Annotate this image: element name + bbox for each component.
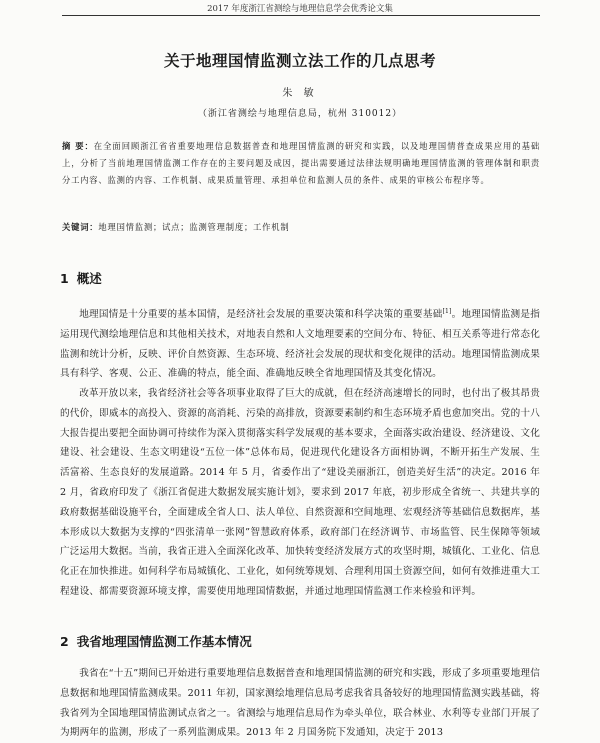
section-1-paragraph-2: 改革开放以来，我省经济社会等各项事业取得了巨大的成就，但在经济高速增长的同时，也付出了极其昂贵的代价，即威本的高投入、资源的高消耗、污染的高排放，资源要素制约和生态环境矛盾也愈加突出。党的十八大报告提出要把全面协调可持续作为深入贯彻落实科学发展观的基本要求，全面落实政治建设、经济建设、文化建设、社会建设、生态文明建设“五位一体”总体布局，促进现代化建设各方面相协调，不断开拓生产发展、生活富裕、生态良好的发展道路。2014 年 5 月，省委作出了“建设美丽浙江，创造美好生活”的决定。2016 年 2 月，省政府印发了《浙江省促进大数据发展实施计划》，要求到 2017 年底，初步形成全省统一、共建共享的政府数据基础设施平台，全面建成全省人口、法人单位、自然资源和空间地理、宏观经济等基础信息数据库，基本形成以大数据为支撑的“四张清单一张网”智慧政府体系，政府部门在经济调节、市场监管、民生保障等领域广泛运用大数据。当前，我省正进入全面深化改革、加快转变经济发展方式的攻坚时期，城镇化、工业化、信息化正在加快推进。如何科学布局城镇化、工业化，如何统筹规划、合理利用国土资源空间，如何有效推进重大工程建设、都需要资源环境支撑，需要使用地理国情数据，并通过地理国情监测工作来检验和评判。 xyxy=(60,388,540,597)
affiliation: （浙江省测绘与地理信息局，杭州 310012） xyxy=(197,109,403,119)
section-heading-1 xyxy=(60,269,102,287)
section-2-paragraph-1: 我省在“十五”期间已开始进行重要地理信息数据普查和地理国情监测的研究和实践，形成了多项重要地理信息数据和地理国情监测成果。2011 年初，国家测绘地理信息局考虑我省具备较好的地理国情监测实践基础，将我省列为全国地理国情监测试点省之一。省测绘与地理信息局作为牵头单位，联合林业、水利等专业部门开展了为期两年的监测，形成了一系列监测成果。2013 年 2 月国务院下发通知，决定于 2013 xyxy=(60,668,540,739)
section-title: 概述 xyxy=(76,271,102,286)
keywords-text: 地理国情监测；试点；监测管理制度；工作机制 xyxy=(98,222,290,232)
header-rule xyxy=(62,15,540,16)
keywords-label: 关键词： xyxy=(62,222,99,232)
paper-title: 关于地理国情监测立法工作的几点思考 xyxy=(163,51,436,70)
abstract-text: 在全面回顾浙江省省重要地理信息数据普查和地理国情监测的研究和实践，以及地理国情普查成果应用的基础上，分析了当前地理国情监测工作存在的主要问题及成因，提出需要通过法律法规明确地理国情监测的管理体制和职责分工内容、监测的内容、工作机制、成果质量管理、承担单位和监测人员的条件、成果的审核公布程序等。 xyxy=(62,141,540,185)
abstract-label: 摘 要： xyxy=(62,141,94,151)
section-number: 1 xyxy=(60,271,69,286)
abstract xyxy=(62,138,540,189)
paragraph-text-continued: 。地理国情监测是指运用现代测绘地理信息和其他相关技术，对地表自然和人文地理要素的空间分布、特征、相互关系等进行常态化监测和统计分析，反映、评价自然资源、生态环境、经济社会发展的现状和变化规律的活动。地理国情监测成果具有科学、客观、公正、准确的特点，能全面、准确地反映全省地理国情及其变化情况。 xyxy=(60,309,540,380)
section-heading-2 xyxy=(60,632,252,650)
running-head: 2017 年度浙江省测绘与地理信息学会优秀论文集 xyxy=(207,4,393,14)
citation-mark: [1] xyxy=(442,307,452,315)
section-title: 我省地理国情监测工作基本情况 xyxy=(76,634,252,649)
section-number: 2 xyxy=(60,634,69,649)
paragraph-text: 地理国情是十分重要的基本国情，是经济社会发展的重要决策和科学决策的重要基础 xyxy=(79,309,443,320)
section-1-paragraph-1 xyxy=(60,305,540,384)
keywords xyxy=(62,219,540,236)
author: 朱 敏 xyxy=(282,88,318,99)
